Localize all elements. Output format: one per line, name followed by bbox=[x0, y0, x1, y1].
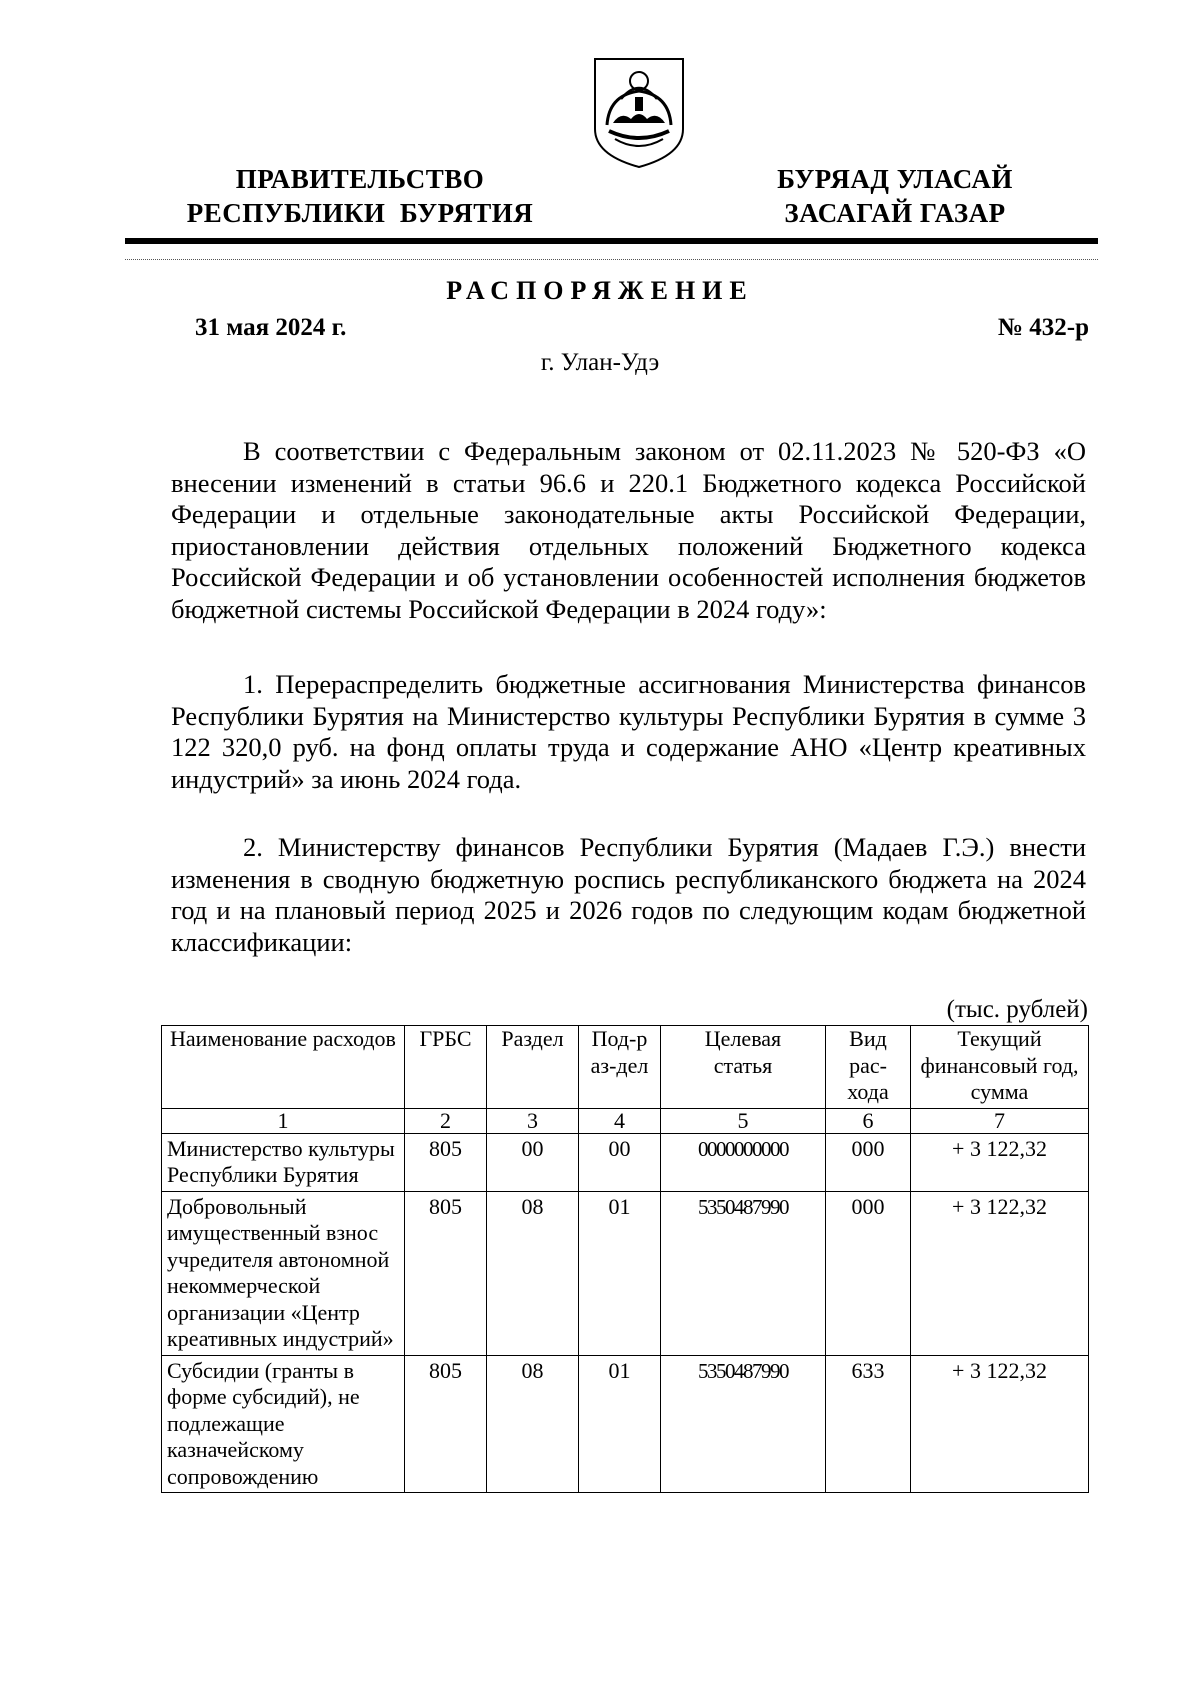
row-subsection: 00 bbox=[579, 1133, 661, 1191]
table-header-row bbox=[162, 1026, 1089, 1109]
row-target: 5350487990 bbox=[661, 1355, 826, 1493]
table-row bbox=[162, 1355, 1089, 1493]
row-type: 000 bbox=[826, 1191, 911, 1355]
header-target bbox=[661, 1026, 826, 1109]
item-1-paragraph bbox=[171, 669, 1086, 795]
header-name-text: Наименование расходов bbox=[170, 1026, 396, 1051]
issuer-line-1: ПРАВИТЕЛЬСТВО bbox=[235, 164, 485, 194]
row-amount: + 3 122,32 bbox=[911, 1355, 1089, 1493]
preamble-paragraph bbox=[171, 436, 1086, 625]
row-name: Добровольный имущественный взнос учредителя автономной некоммерческой организации «Центр креативных индустрий» bbox=[162, 1191, 405, 1355]
header-section-text: Раздел bbox=[501, 1026, 564, 1051]
issuer-name-russian bbox=[160, 162, 560, 230]
row-name: Субсидии (гранты в форме субсидий), не подлежащие казначейскому сопровождению bbox=[162, 1355, 405, 1493]
table-row bbox=[162, 1133, 1089, 1191]
row-amount: + 3 122,32 bbox=[911, 1133, 1089, 1191]
item-1-text: 1. Перераспределить бюджетные ассигнования Министерства финансов Республики Бурятия на Министерство культуры Республики Бурятия в сумме 3 122 320,0 руб. на фонд оплаты труда и содержание АНО «Центр креативных индустрий» за июнь 2024 года. bbox=[171, 669, 1086, 794]
header-type bbox=[826, 1026, 911, 1109]
budget-table bbox=[161, 1025, 1089, 1493]
header-target-text: Целевая статья bbox=[704, 1026, 782, 1078]
document-title: РАСПОРЯЖЕНИЕ bbox=[446, 276, 754, 305]
document-date: 31 мая 2024 г. bbox=[195, 314, 347, 341]
header-grbs-text: ГРБС bbox=[419, 1026, 472, 1051]
table-row bbox=[162, 1191, 1089, 1355]
header-type-text: Вид рас-хода bbox=[847, 1026, 889, 1104]
item-2-paragraph bbox=[171, 832, 1086, 958]
issuer-name-buryat bbox=[735, 162, 1055, 230]
row-name: Министерство культуры Республики Бурятия bbox=[162, 1133, 405, 1191]
document-city: г. Улан-Удэ bbox=[540, 349, 660, 376]
header-subsection bbox=[579, 1026, 661, 1109]
row-grbs: 805 bbox=[405, 1191, 487, 1355]
header-subsection-text: Под-раз-дел bbox=[590, 1026, 649, 1078]
col-number: 2 bbox=[405, 1108, 487, 1133]
document-number: № 432-р bbox=[997, 314, 1089, 341]
row-section: 08 bbox=[487, 1191, 579, 1355]
units-label: (тыс. рублей) bbox=[946, 996, 1088, 1023]
issuer-line-2: РЕСПУБЛИКИ БУРЯТИЯ bbox=[186, 198, 534, 228]
preamble-text: В соответствии с Федеральным законом от 02.11.2023 № 520-ФЗ «О внесении изменений в статьи 96.6 и 220.1 Бюджетного кодекса Российской Федерации и отдельные законодательные акты Российской Федерации, приостановлении действия отдельных положений Бюджетного кодекса Российской Федерации и об установлении особенностей исполнения бюджетов бюджетной системы Российской Федерации в 2024 году»: bbox=[171, 436, 1086, 624]
col-number: 1 bbox=[162, 1108, 405, 1133]
row-subsection: 01 bbox=[579, 1355, 661, 1493]
item-2-text: 2. Министерству финансов Республики Бурятия (Мадаев Г.Э.) внести изменения в сводную бюджетную роспись республиканского бюджета на 2024 год и на плановый период 2025 и 2026 годов по следующим кодам бюджетной классификации: bbox=[171, 832, 1086, 957]
row-target: 0000000000 bbox=[661, 1133, 826, 1191]
col-number: 5 bbox=[661, 1108, 826, 1133]
row-target: 5350487990 bbox=[661, 1191, 826, 1355]
col-number: 3 bbox=[487, 1108, 579, 1133]
header-grbs bbox=[405, 1026, 487, 1109]
row-type: 633 bbox=[826, 1355, 911, 1493]
header-amount bbox=[911, 1026, 1089, 1109]
issuer-buryat-line-2: ЗАСАГАЙ ГАЗАР bbox=[784, 198, 1006, 228]
row-section: 08 bbox=[487, 1355, 579, 1493]
row-grbs: 805 bbox=[405, 1355, 487, 1493]
row-type: 000 bbox=[826, 1133, 911, 1191]
col-number: 7 bbox=[911, 1108, 1089, 1133]
row-amount: + 3 122,32 bbox=[911, 1191, 1089, 1355]
col-number: 4 bbox=[579, 1108, 661, 1133]
column-number-row bbox=[162, 1108, 1089, 1133]
row-section: 00 bbox=[487, 1133, 579, 1191]
header-section bbox=[487, 1026, 579, 1109]
header-amount-text: Текущий финансовый год, сумма bbox=[920, 1026, 1079, 1104]
header-rule bbox=[125, 238, 1098, 244]
header-rule-dotted bbox=[125, 259, 1098, 260]
issuer-buryat-line-1: БУРЯАД УЛАСАЙ bbox=[777, 164, 1013, 194]
row-grbs: 805 bbox=[405, 1133, 487, 1191]
coat-of-arms-icon bbox=[591, 55, 687, 171]
col-number: 6 bbox=[826, 1108, 911, 1133]
row-subsection: 01 bbox=[579, 1191, 661, 1355]
header-name bbox=[162, 1026, 405, 1109]
